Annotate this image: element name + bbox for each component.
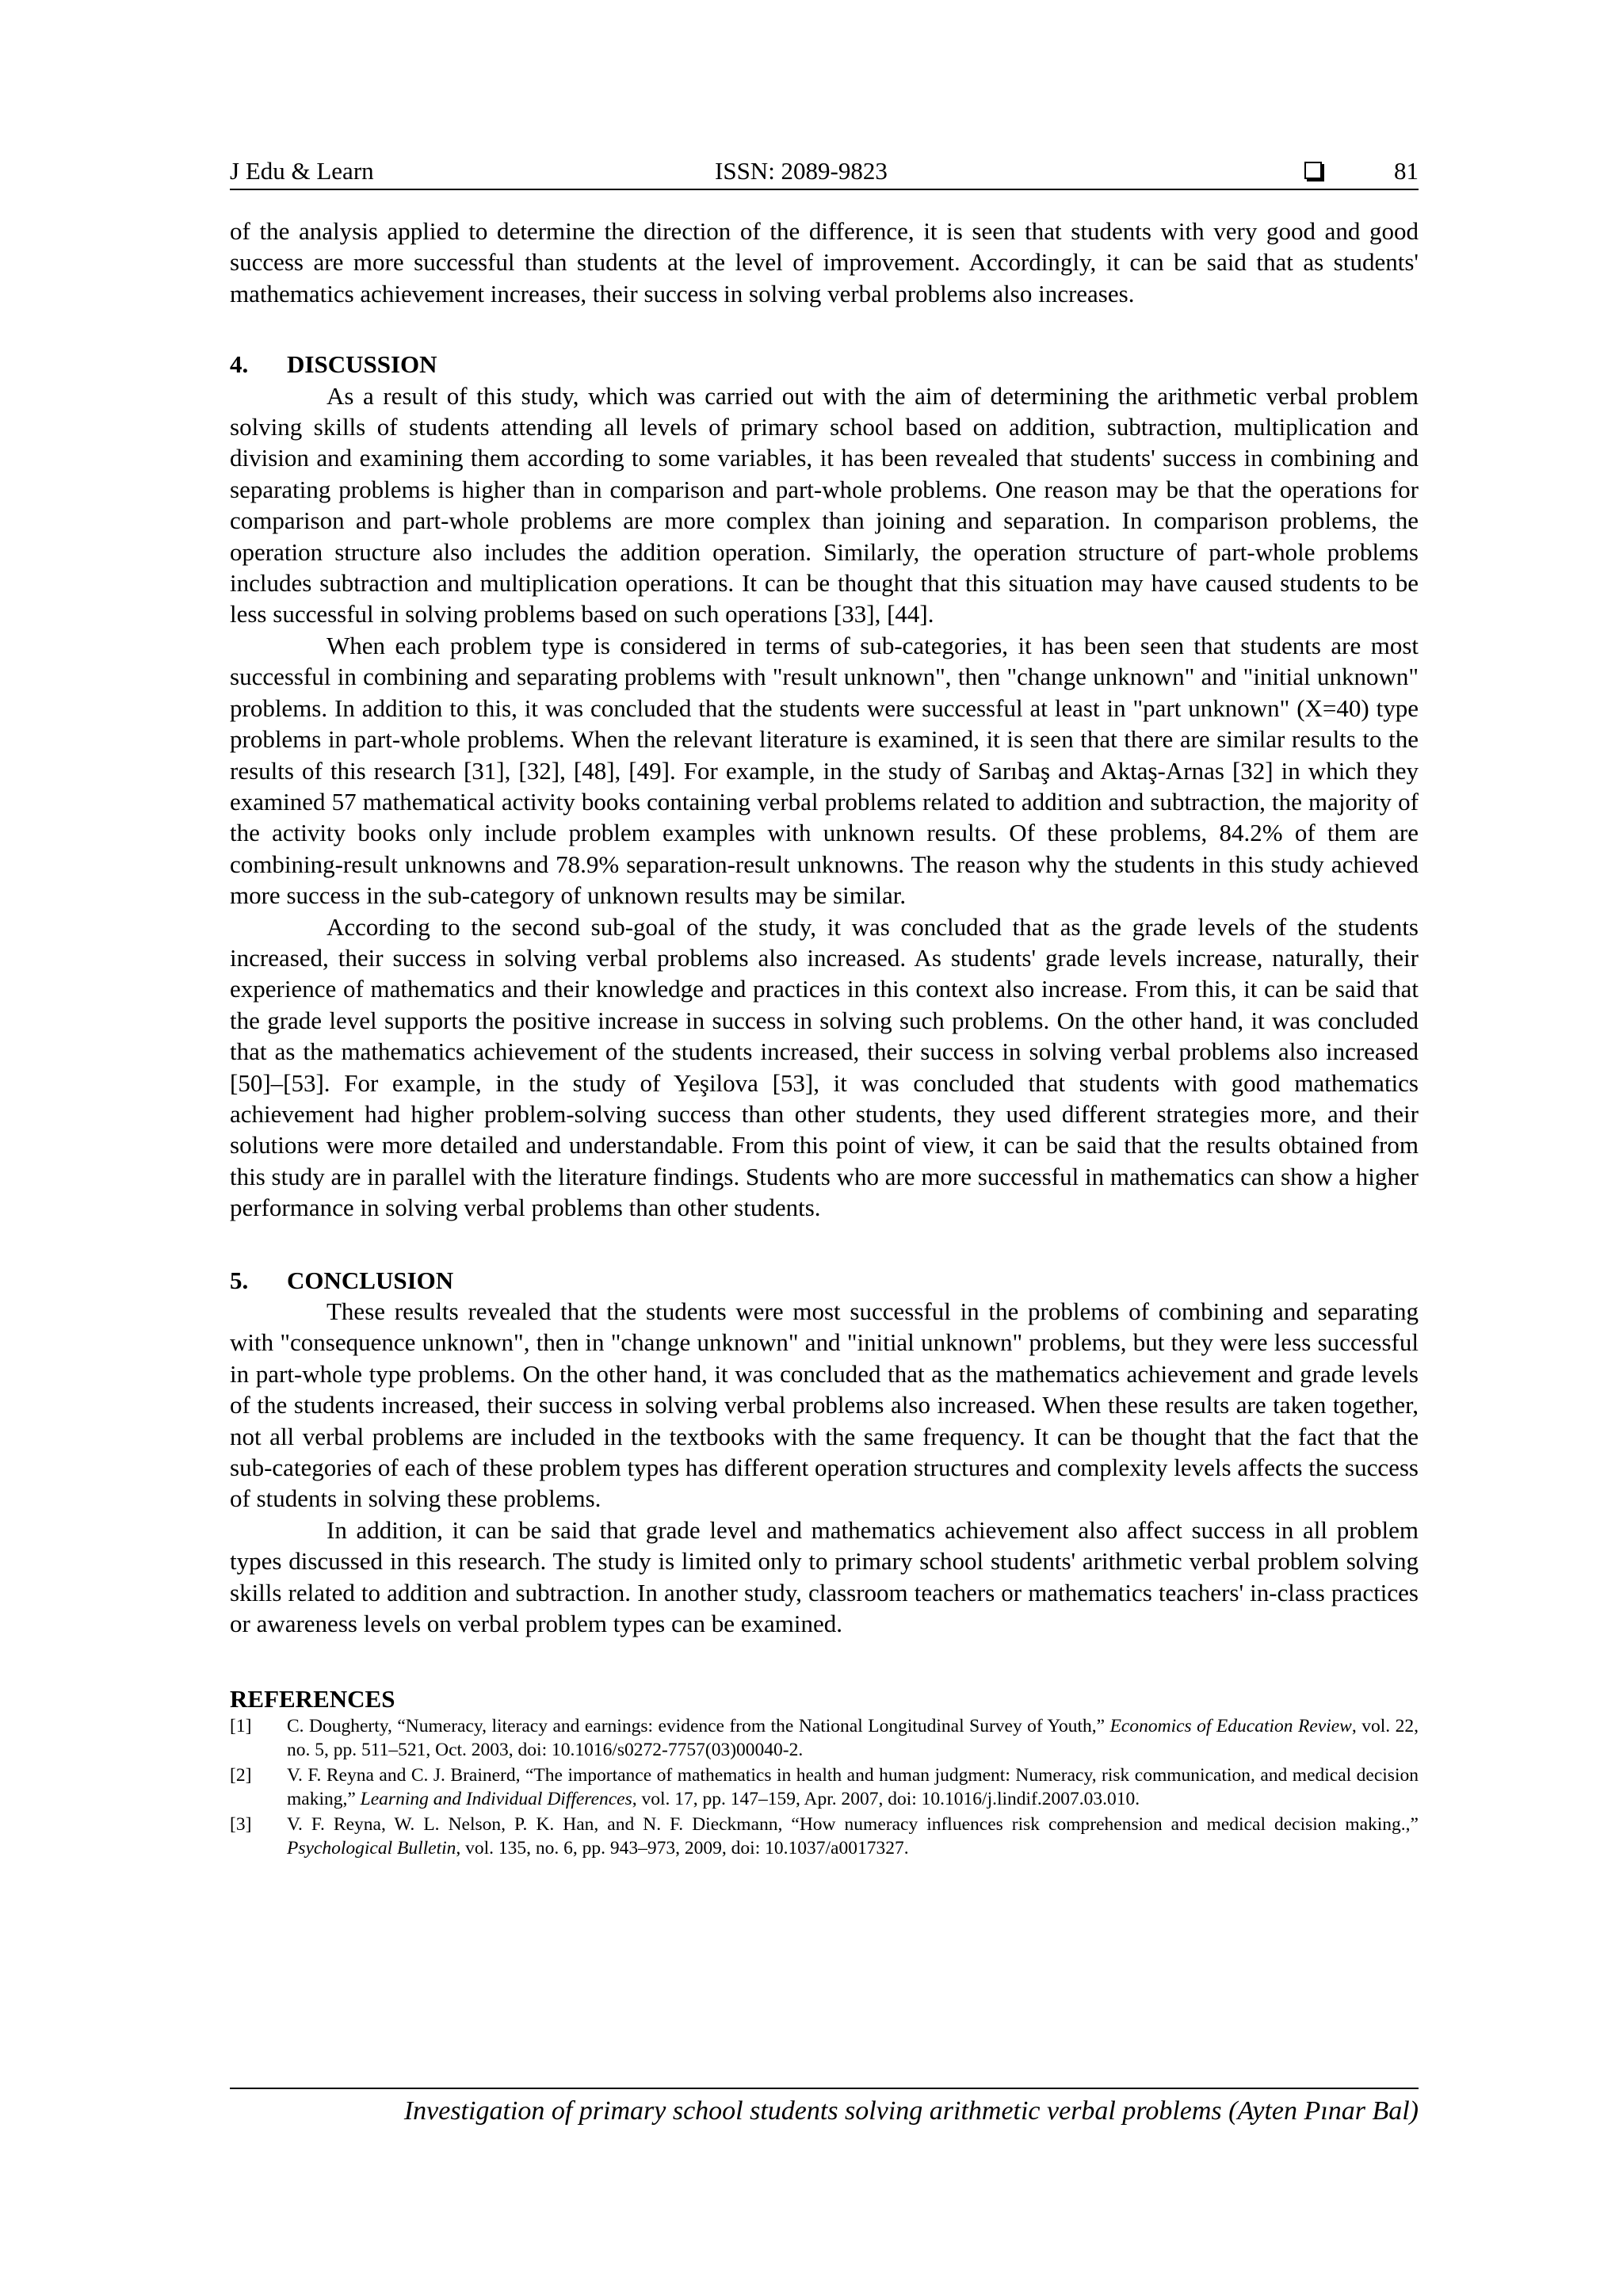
discussion-paragraph: As a result of this study, which was carried out with the aim of determining the arithmetic verbal problem solving skills of students attending all levels of primary school based on addition, subtraction, multiplication and division and examining them according to some variables, it has been revealed that students' success in combining and separating problems is higher than in comparison and part-whole problems. One reason may be that the operations for comparison and part-whole problems are more complex than joining and separation. In comparison problems, the operation structure also includes the addition operation. Similarly, the operation structure of part-whole problems includes subtraction and multiplication operations. It can be thought that this situation may have caused students to be less successful in solving problems based on such operations [33], [44]. xyxy=(230,381,1419,628)
discussion-paragraph: According to the second sub-goal of the study, it was concluded that as the grade levels of the students increased, their success in solving verbal problems also increased. As students' grade levels increase, naturally, their experience of mathematics and their knowledge and practices in this context also increase. From this, it can be said that the grade level supports the positive increase in success in solving such problems. On the other hand, it was concluded that as the mathematics achievement of the students increased, their success in solving verbal problems also increased [50]–[53]. For example, in the study of Yeşilova [53], it was concluded that students with good mathematics achievement had higher problem-solving success than other students, they used different strategies more, and their solutions were more detailed and understandable. From this point of view, it can be said that the results obtained from this study are in parallel with the literature findings. Students who are more successful in mathematics can show a higher performance in solving verbal problems than other students. xyxy=(230,912,1419,1222)
conclusion-paragraph: These results revealed that the students were most successful in the problems of combining and separating with "consequence unknown", then in "change unknown" and "initial unknown" problems, but they were less successful in part-whole type problems. On the other hand, it was concluded that as the mathematics achievement and grade levels of the students increased, their success in solving verbal problems also increased. When these results are taken together, not all verbal problems are included in the textbooks with the same frequency. It can be thought that the fact that the sub-categories of each of these problem types has different operation structures and complexity levels affects the success of students in solving these problems. xyxy=(230,1297,1419,1513)
reference-text: V. F. Reyna, W. L. Nelson, P. K. Han, and N. F. Dieckmann, “How numeracy influences risk comprehension and medical decision making.,” xyxy=(287,1814,1419,1836)
issn: ISSN: 2089-9823 xyxy=(715,157,888,185)
references-heading: REFERENCES xyxy=(230,1685,395,1713)
reference-number: [1] xyxy=(230,1716,252,1737)
section-title: CONCLUSION xyxy=(287,1266,454,1294)
reference-details: , vol. 22, no. 5, pp. 511–521, Oct. 2003, doi: 10.1016/s0272-7757(03)00040-2. xyxy=(287,1716,1419,1761)
section-heading-discussion xyxy=(230,349,1419,380)
section-number: 5. xyxy=(230,1266,249,1294)
reference-number: [3] xyxy=(230,1814,252,1836)
conclusion-paragraph: In addition, it can be said that grade level and mathematics achievement also affect success in all problem types discussed in this research. The study is limited only to primary school students' arithmetic verbal problem solving skills related to addition and subtraction. In another study, classroom teachers or mathematics teachers' in-class practices or awareness levels on verbal problem types can be examined. xyxy=(230,1515,1419,1638)
journal-name: J Edu & Learn xyxy=(230,157,374,185)
reference-number: [2] xyxy=(230,1765,252,1786)
reference-journal: Learning and Individual Differences xyxy=(360,1789,632,1810)
section-heading-conclusion xyxy=(230,1265,1419,1296)
reference-details: , vol. 135, no. 6, pp. 943–973, 2009, doi: 10.1037/a0017327. xyxy=(456,1838,909,1859)
reference-text: V. F. Reyna and C. J. Brainerd, “The importance of mathematics in health and human judgment: Numeracy, risk communication, and medical decision making,” xyxy=(287,1765,1419,1810)
page-header xyxy=(230,154,1419,190)
reference-list xyxy=(230,1714,1419,1860)
reference-text: C. Dougherty, “Numeracy, literacy and earnings: evidence from the National Longitudinal Survey of Youth,” xyxy=(287,1716,1110,1737)
reference-journal: Economics of Education Review xyxy=(1109,1716,1352,1737)
discussion-paragraph: When each problem type is considered in terms of sub-categories, it has been seen that students are most successful in combining and separating problems with "result unknown", then "change unknown" and "initial unknown" problems. In addition to this, it was concluded that the students were successful at least in "part unknown" (X=40) type problems in part-whole problems. When the relevant literature is examined, it is seen that there are similar results to the results of this research [31], [32], [48], [49]. For example, in the study of Sarıbaş and Aktaş-Arnas [32] in which they examined 57 mathematical activity books containing verbal problems related to addition and subtraction, the majority of the activity books only include problem examples with unknown results. Of these problems, 84.2% of them are combining-result unknowns and 78.9% separation-result unknowns. The reason why the students in this study achieved more success in the sub-category of unknown results may be similar. xyxy=(230,631,1419,910)
reference-item xyxy=(230,1714,1419,1762)
section-title: DISCUSSION xyxy=(287,350,437,379)
reference-details: , vol. 17, pp. 147–159, Apr. 2007, doi: 10.1016/j.lindif.2007.03.010. xyxy=(632,1789,1140,1810)
section-number: 4. xyxy=(230,350,249,379)
reference-item xyxy=(230,1813,1419,1860)
reference-journal: Psychological Bulletin xyxy=(287,1838,456,1859)
square-box-icon xyxy=(1304,162,1322,179)
running-footer: Investigation of primary school students solving arithmetic verbal problems (Ayten Pınar Bal) xyxy=(230,2088,1419,2129)
main-text xyxy=(230,216,1419,1862)
page-number: 81 xyxy=(1394,157,1419,185)
intro-paragraph: of the analysis applied to determine the direction of the difference, it is seen that students with very good and good success are more successful than students at the level of improvement. Accordingly, it can be said that as students' mathematics achievement increases, their success in solving verbal problems also increases. xyxy=(230,217,1419,308)
reference-item xyxy=(230,1763,1419,1811)
